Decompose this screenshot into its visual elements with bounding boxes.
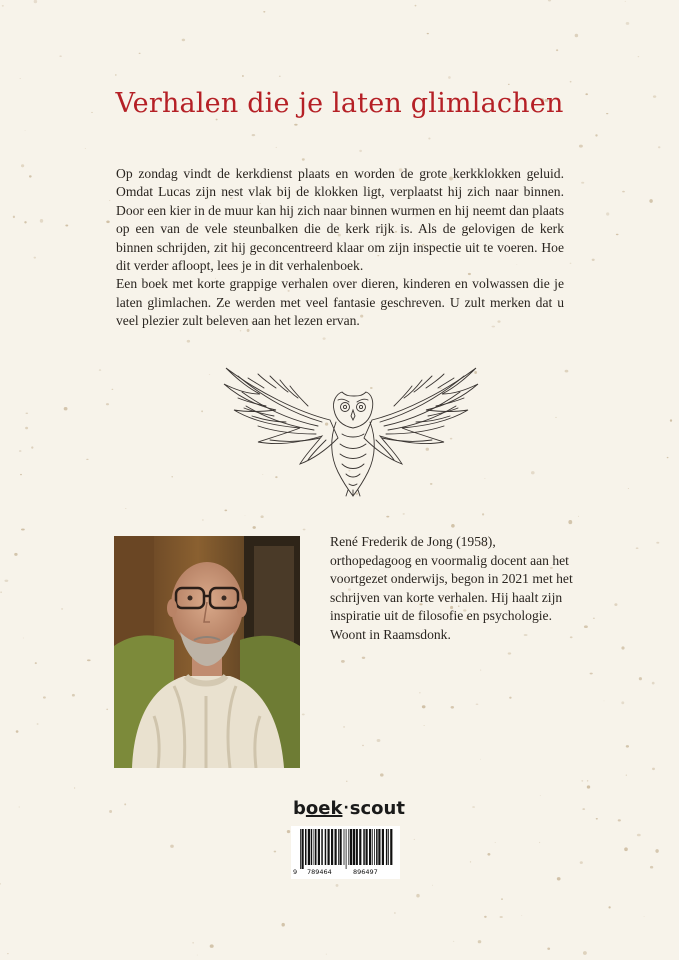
back-cover-blurb	[116, 165, 564, 331]
isbn-group-2: 896497	[353, 868, 378, 876]
author-bio: René Frederik de Jong (1958), orthopedagoog en voormalig docent aan het voortgezet onderwijs, begon in 2021 met het schrijven van korte verhalen. Hij haalt zijn inspiratie uit de filosofie en psychologie. Woont in Raamsdonk.	[330, 534, 573, 642]
owl-head	[333, 392, 372, 428]
owl-left-wing	[224, 368, 338, 464]
owl-body	[332, 422, 375, 496]
blurb-paragraph: Op zondag vindt de kerkdienst plaats en worden de grote kerkklokken geluid. Omdat Lucas zijn nest vlak bij de klokken ligt, verplaatst hij zich naar binnen. Door een kier in de muur kan hij zich naar binnen wurmen en hij neemt dan plaats op een van de vele steunbalken die de kerk rijk is. Als de gelovigen de kerk binnen schrijden, zit hij geconcentreerd klaar om zijn inspectie uit te voeren. Hoe dit verder afloopt, lees je in dit verhalenboek.	[116, 166, 564, 274]
publisher-logo	[293, 798, 413, 819]
publisher-logo-part: b	[293, 798, 306, 819]
isbn-first-digit: 9	[293, 868, 298, 876]
owl-illustration	[218, 350, 484, 498]
isbn-barcode	[291, 826, 400, 879]
blurb-paragraph: Een boek met korte grappige verhalen over dieren, kinderen en volwassen die je laten glimlachen. Ze werden met veel fantasie geschreven. U zult merken dat u veel plezier zult beleven aan het lezen ervan.	[116, 276, 564, 329]
isbn-group-1: 789464	[307, 868, 332, 876]
publisher-logo-part: scout	[349, 798, 405, 819]
author-photo	[114, 536, 300, 768]
barcode-bars	[291, 826, 400, 870]
book-title: Verhalen die je laten glimlachen	[115, 88, 564, 119]
publisher-logo-part: oek	[305, 798, 343, 819]
publisher-logo-dot: ·	[343, 800, 349, 816]
